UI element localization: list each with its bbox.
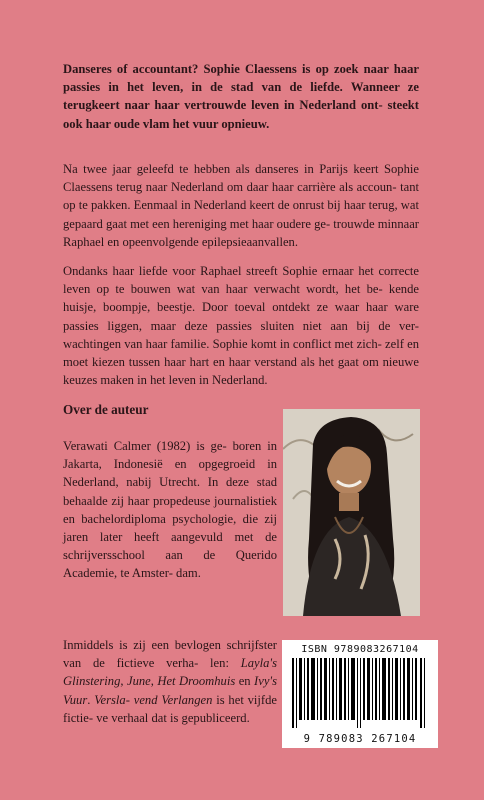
work-title: Versla- vend Verlangen [94, 692, 213, 707]
isbn-barcode [282, 640, 438, 748]
author-photo [283, 409, 420, 616]
author-bio-paragraph: Verawati Calmer (1982) is ge- boren in Jakarta, Indonesië en opgegroeid in Nederland, nabij Utrecht. In deze stad behaalde zij haar propedeuse journalistiek en bachelordiploma psychologie, die zij jaren later heeft aangevuld met de schrijversschool aan de Querido Academie, te Amster- dam. [63, 439, 277, 581]
synopsis-paragraph-1: Na twee jaar geleefd te hebben als danseres in Parijs keert Sophie Claessens terug naar Nederland om daar haar carrière als accoun- tant op te pakken. Eenmaal in Nederland keert de onrust bij haar terug, wat gepaard gaat met een hereniging met haar oudere ge- trouwde minnaar Raphael en opeenvolgende epilepsieaanvallen. [63, 162, 419, 249]
barcode-bars-icon [290, 658, 430, 728]
lead-paragraph: Danseres of accountant? Sophie Claessens is op zoek naar haar passies in het leven, in de stad van de liefde. Wanneer ze terugkeert naar haar vertrouwde leven in Nederland ont- steekt ook haar oude vlam het vuur opnieuw. [63, 62, 419, 131]
work-title: June [126, 674, 151, 689]
separator: en [235, 674, 255, 689]
work-title: Het Droomhuis [157, 674, 236, 689]
author-photo-illustration [283, 409, 420, 616]
isbn-label: ISBN 9789083267104 [301, 644, 419, 655]
isbn-digits: 9 789083 267104 [303, 733, 417, 745]
author-works-paragraph [63, 636, 277, 727]
separator: . [87, 692, 95, 707]
work-title: Ivy's Vuur [63, 674, 278, 707]
separator: , [150, 674, 158, 689]
work-title: Layla's Glinstering [63, 656, 277, 689]
separator: , [120, 674, 127, 689]
synopsis-paragraph-2: Ondanks haar liefde voor Raphael streeft Sophie ernaar het correcte leven op te bouwen wat van haar verwacht wordt, het be- kende huisje, boompje, beestje. Door toeval ontdekt ze waar haar ware passies liggen, maar deze passies sluiten niet aan bij de ver- wachtingen van haar familie. Sophie komt in conflict met zich- zelf en moet kiezen tussen haar hart en haar verstand als het gaat om nieuwe keuzes maken in het leven in Nederland. [63, 264, 419, 388]
author-heading: Over de auteur [63, 402, 149, 417]
works-intro: Inmiddels is zij een bevlogen schrijfster van de fictieve verha- len: [63, 638, 277, 671]
works-outro: is het vijfde fictie- ve verhaal dat is gepubliceerd. [63, 692, 278, 725]
